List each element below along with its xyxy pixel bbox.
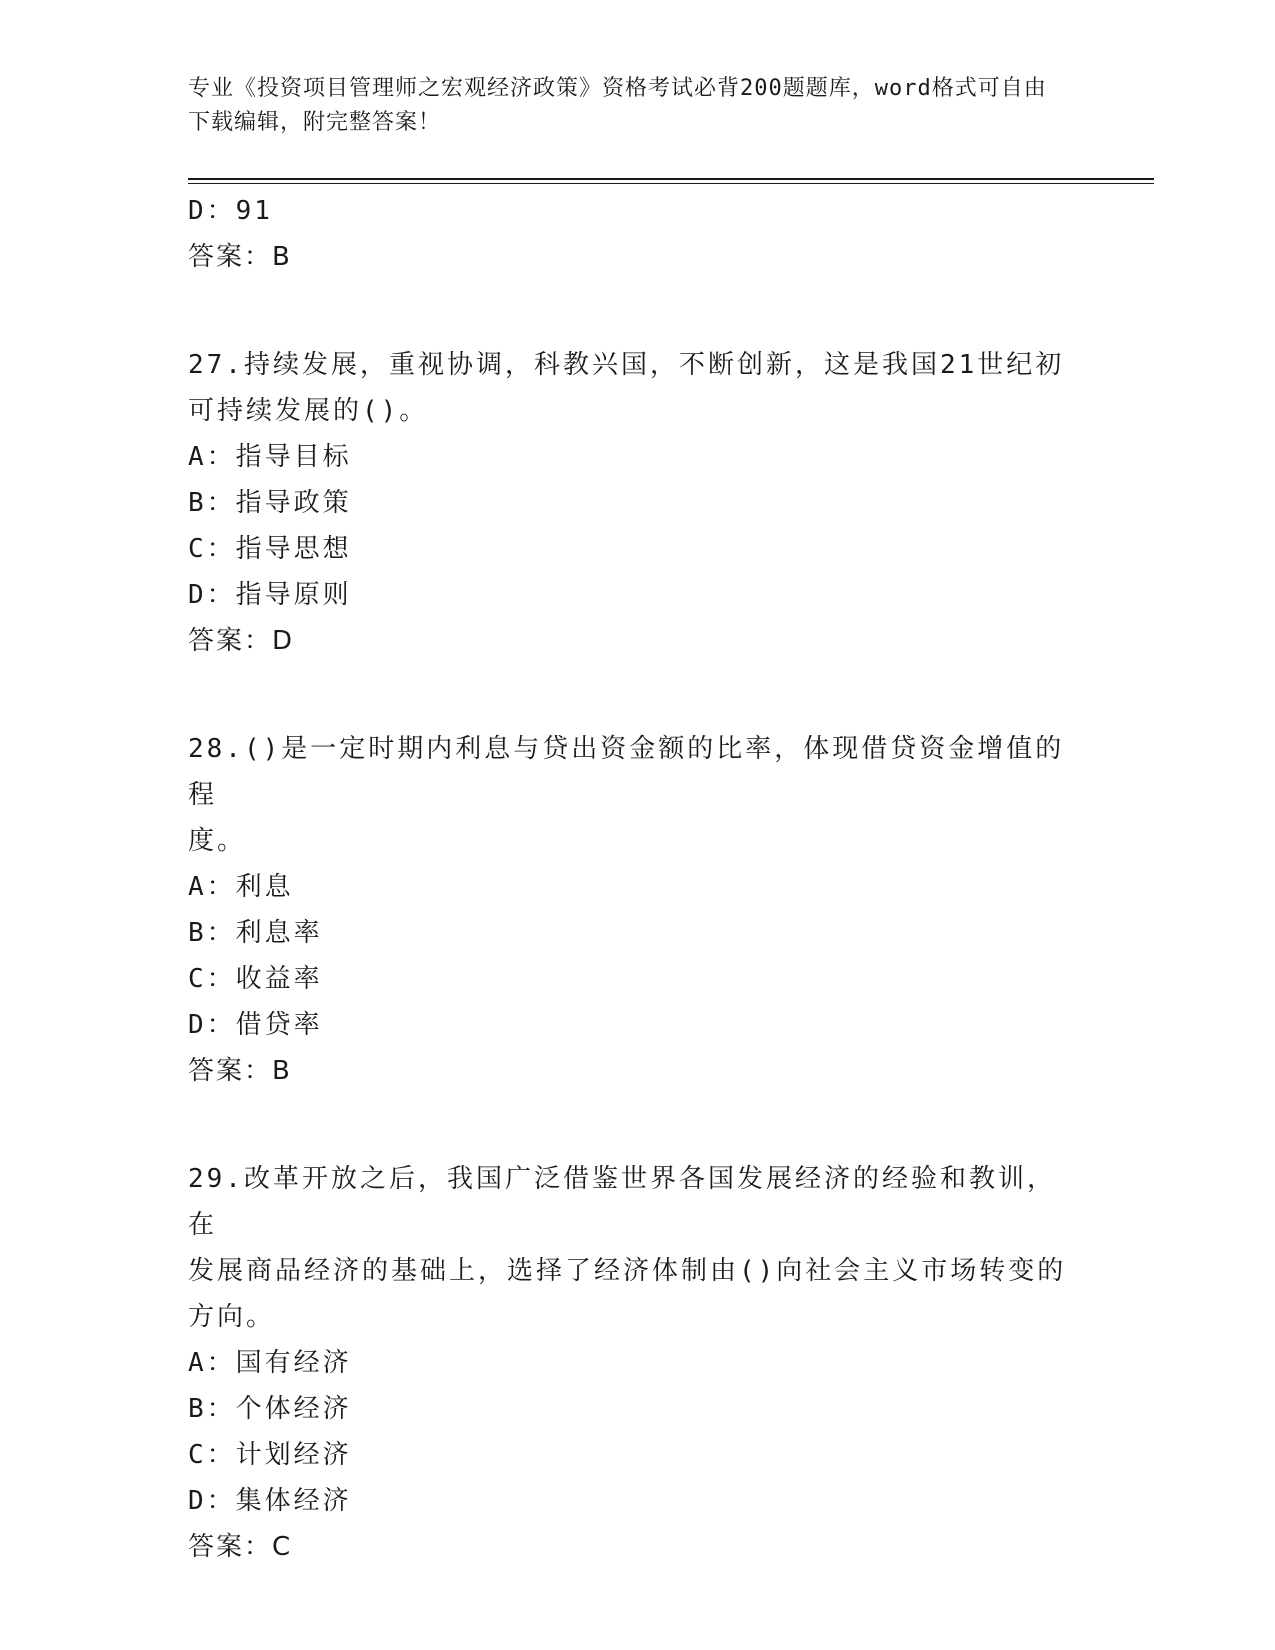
question-stem — [188, 342, 1068, 434]
answer-line: 答案：B — [188, 1056, 292, 1086]
answer-line: 答案：C — [188, 1532, 293, 1562]
option-c: C：计划经济 — [188, 1440, 352, 1470]
option-c: C：指导思想 — [188, 534, 352, 564]
answer-line: 答案：B — [188, 242, 292, 272]
stem-line: 27.持续发展，重视协调，科教兴国，不断创新，这是我国21世纪初 — [188, 350, 1065, 380]
option-a: A：指导目标 — [188, 442, 352, 472]
question-29 — [188, 1156, 1068, 1570]
stem-line: 度。 — [188, 826, 247, 856]
option-a: A：利息 — [188, 872, 294, 902]
option-d: D：借贷率 — [188, 1010, 323, 1040]
question-27 — [188, 342, 1068, 664]
stem-line: 29.改革开放之后，我国广泛借鉴世界各国发展经济的经验和教训，在 — [188, 1164, 1056, 1240]
option-b: B：个体经济 — [188, 1394, 352, 1424]
stem-line: 方向。 — [188, 1302, 276, 1332]
option-c: C：收益率 — [188, 964, 323, 994]
question-list — [188, 188, 1068, 1570]
stem-line: 发展商品经济的基础上，选择了经济体制由()向社会主义市场转变的 — [188, 1256, 1067, 1286]
option-d: D：集体经济 — [188, 1486, 352, 1516]
stem-line: 可持续发展的()。 — [188, 396, 429, 426]
question-stem — [188, 726, 1068, 864]
answer-line: 答案：D — [188, 626, 295, 656]
option-b: B：指导政策 — [188, 488, 352, 518]
question-stem — [188, 1156, 1068, 1340]
option-a: A：国有经济 — [188, 1348, 352, 1378]
header-title: 专业《投资项目管理师之宏观经济政策》资格考试必背200题题库，word格式可自由下载编辑，附完整答案！ — [188, 76, 1047, 135]
question-28 — [188, 726, 1068, 1094]
header-divider — [188, 178, 1154, 184]
option-d: D：91 — [188, 196, 273, 226]
carryover-block — [188, 188, 1068, 280]
stem-line: 28.()是一定时期内利息与贷出资金额的比率，体现借贷资金增值的程 — [188, 734, 1065, 810]
option-d: D：指导原则 — [188, 580, 352, 610]
document-header — [188, 72, 1068, 140]
option-b: B：利息率 — [188, 918, 323, 948]
